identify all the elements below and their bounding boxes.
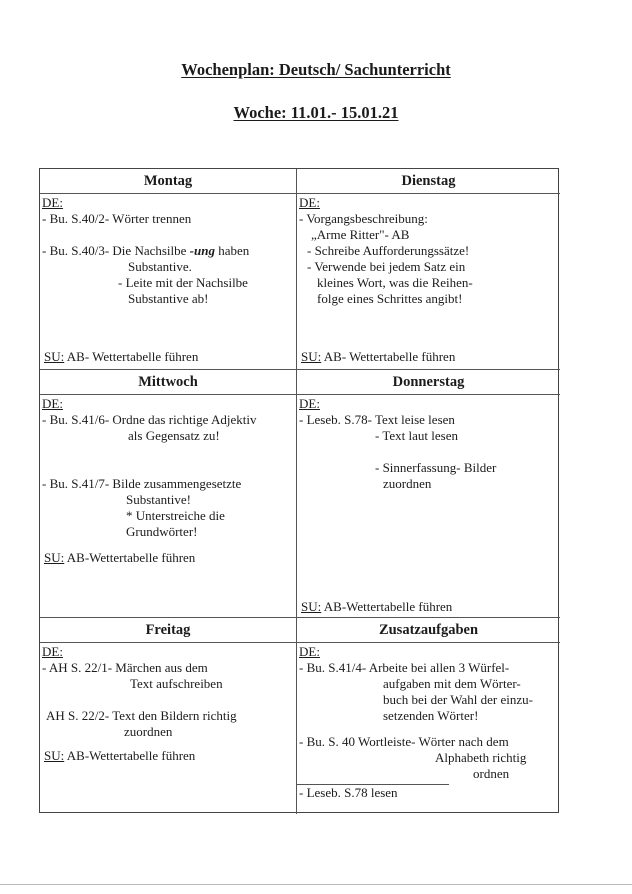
day-header-dienstag: Dienstag bbox=[297, 169, 560, 194]
de-label: DE: bbox=[42, 195, 63, 210]
emphasis-ung: -ung bbox=[189, 243, 215, 258]
task-line: Substantive ab! bbox=[128, 291, 209, 306]
task-line: - Verwende bei jedem Satz ein bbox=[307, 259, 466, 274]
page-bottom-rule bbox=[0, 884, 632, 885]
su-line: SU: AB-Wettertabelle führen bbox=[44, 748, 196, 763]
task-line: - Bu. S.41/4- Arbeite bei allen 3 Würfel- bbox=[299, 660, 510, 675]
day-header-freitag: Freitag bbox=[40, 618, 296, 643]
task-line: folge eines Schrittes angibt! bbox=[317, 291, 463, 306]
task-line: - Bu. S.41/6- Ordne das richtige Adjektiv bbox=[42, 412, 257, 427]
de-label: DE: bbox=[299, 644, 320, 659]
de-label: DE: bbox=[299, 195, 320, 210]
su-line: SU: AB-Wettertabelle führen bbox=[44, 550, 196, 565]
task-line: AH S. 22/2- Text den Bildern richtig bbox=[46, 708, 237, 723]
task-line: - Text laut lesen bbox=[375, 428, 458, 443]
task-line: buch bei der Wahl der einzu- bbox=[383, 692, 533, 707]
de-label: DE: bbox=[42, 396, 63, 411]
task-line: - Sinnerfassung- Bilder bbox=[375, 460, 497, 475]
day-header-montag: Montag bbox=[40, 169, 296, 194]
cell-donnerstag bbox=[297, 370, 560, 617]
task-line: zuordnen bbox=[124, 724, 173, 739]
week-title: Woche: 11.01.- 15.01.21 bbox=[233, 103, 399, 122]
task-line: - Leite mit der Nachsilbe bbox=[118, 275, 248, 290]
task-line: aufgaben mit dem Wörter- bbox=[383, 676, 521, 691]
cell-freitag bbox=[40, 618, 296, 814]
task-line: - Bu. S.41/7- Bilde zusammengesetzte bbox=[42, 476, 242, 491]
su-label: SU: bbox=[44, 550, 65, 565]
de-label: DE: bbox=[42, 644, 63, 659]
task-line: - Schreibe Aufforderungssätze! bbox=[307, 243, 470, 258]
task-line: - Leseb. S.78 lesen bbox=[297, 784, 449, 801]
task-line: - Bu. S. 40 Wortleiste- Wörter nach dem bbox=[299, 734, 509, 749]
task-line: Grundwörter! bbox=[126, 524, 198, 539]
task-line: - AH S. 22/1- Märchen aus dem bbox=[42, 660, 208, 675]
task-line: ordnen bbox=[473, 766, 510, 781]
cell-dienstag bbox=[297, 169, 560, 369]
task-line: - Bu. S.40/3- Die Nachsilbe -ung haben bbox=[42, 243, 250, 258]
task-line: * Unterstreiche die bbox=[126, 508, 225, 523]
cell-montag bbox=[40, 169, 296, 369]
task-line: Text aufschreiben bbox=[130, 676, 223, 691]
task-line: - Leseb. S.78- Text leise lesen bbox=[299, 412, 455, 427]
cell-zusatzaufgaben bbox=[297, 618, 560, 814]
day-header-zusatzaufgaben: Zusatzaufgaben bbox=[297, 618, 560, 643]
su-label: SU: bbox=[44, 748, 65, 763]
day-header-donnerstag: Donnerstag bbox=[297, 370, 560, 395]
task-line: - Vorgangsbeschreibung: bbox=[299, 211, 428, 226]
task-line: Alphabeth richtig bbox=[435, 750, 527, 765]
weekly-plan-table bbox=[39, 168, 559, 813]
su-label: SU: bbox=[301, 349, 322, 364]
task-line: setzenden Wörter! bbox=[383, 708, 479, 723]
task-line: „Arme Ritter"- AB bbox=[311, 227, 410, 242]
su-line: SU: AB- Wettertabelle führen bbox=[301, 349, 456, 364]
task-line: Substantive. bbox=[128, 259, 192, 274]
task-line: kleines Wort, was die Reihen- bbox=[317, 275, 473, 290]
task-line: als Gegensatz zu! bbox=[128, 428, 220, 443]
task-line: Substantive! bbox=[126, 492, 191, 507]
page-title: Wochenplan: Deutsch/ Sachunterricht bbox=[181, 60, 451, 79]
su-line: SU: AB- Wettertabelle führen bbox=[44, 349, 199, 364]
su-line: SU: AB-Wettertabelle führen bbox=[301, 599, 453, 614]
day-header-mittwoch: Mittwoch bbox=[40, 370, 296, 395]
cell-mittwoch bbox=[40, 370, 296, 617]
su-label: SU: bbox=[44, 349, 65, 364]
task-line: - Bu. S.40/2- Wörter trennen bbox=[42, 211, 192, 226]
su-label: SU: bbox=[301, 599, 322, 614]
task-line: zuordnen bbox=[383, 476, 432, 491]
de-label: DE: bbox=[299, 396, 320, 411]
